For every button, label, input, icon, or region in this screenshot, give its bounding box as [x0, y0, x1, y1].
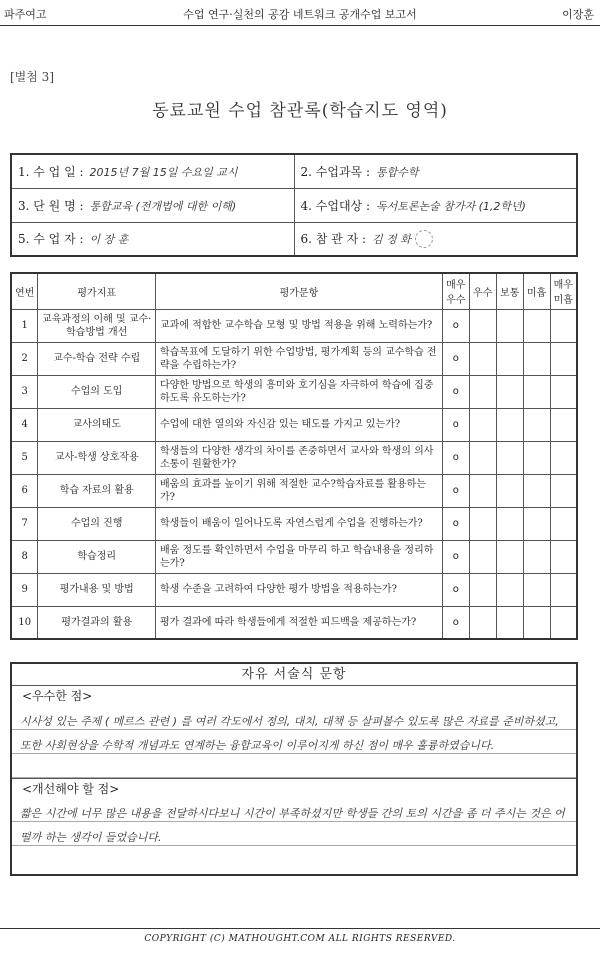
info-target: 4. 수업대상 : 독서토론논술 참가자 (1,2학년) [294, 188, 577, 222]
rating-cell [469, 441, 496, 474]
rating-cell [550, 507, 577, 540]
row-question: 배움 정도를 확인하면서 수업을 마무리 하고 학습내용을 정리하는가? [156, 540, 443, 573]
check-mark: o [442, 606, 469, 639]
info-observer: 6. 참 관 자 : 김 정 화 [294, 222, 577, 256]
handwritten-subject: 통합수학 [376, 165, 419, 179]
col-good: 우수 [469, 273, 496, 309]
rating-cell [523, 441, 550, 474]
rating-cell [550, 474, 577, 507]
row-number: 9 [11, 573, 38, 606]
row-indicator: 수업의 진행 [38, 507, 156, 540]
rating-cell [469, 606, 496, 639]
rating-cell [523, 573, 550, 606]
col-indicator: 평가지표 [38, 273, 156, 309]
row-question: 다양한 방법으로 학생의 흥미와 호기심을 자극하여 학습에 집중하도록 유도하는가? [156, 375, 443, 408]
col-excellent: 매우우수 [442, 273, 469, 309]
check-mark: o [442, 375, 469, 408]
header-school: 파주여고 [4, 8, 47, 21]
col-poor: 미흡 [523, 273, 550, 309]
handwritten-target: 독서토론논술 참가자 (1,2학년) [376, 199, 526, 213]
row-number: 2 [11, 342, 38, 375]
col-average: 보통 [496, 273, 523, 309]
rating-cell [550, 441, 577, 474]
rating-cell [469, 309, 496, 342]
rating-cell [550, 342, 577, 375]
page-header [0, 0, 600, 26]
check-mark: o [442, 309, 469, 342]
rating-cell [550, 606, 577, 639]
check-mark: o [442, 540, 469, 573]
row-indicator: 교육과정의 이해 및 교수·학습방법 개선 [38, 309, 156, 342]
check-mark: o [442, 573, 469, 606]
row-indicator: 평가내용 및 방법 [38, 573, 156, 606]
check-mark: o [442, 441, 469, 474]
rating-cell [496, 408, 523, 441]
check-mark: o [442, 408, 469, 441]
free-response-section [10, 662, 578, 876]
row-indicator: 교수-학습 전략 수립 [38, 342, 156, 375]
table-row [11, 573, 577, 606]
row-question: 학생들이 배움이 일어나도록 자연스럽게 수업을 진행하는가? [156, 507, 443, 540]
row-number: 4 [11, 408, 38, 441]
rating-cell [550, 375, 577, 408]
row-indicator: 평가결과의 활용 [38, 606, 156, 639]
handwritten-observer: 김 정 화 [372, 232, 411, 246]
row-indicator: 교사의태도 [38, 408, 156, 441]
rating-cell [550, 309, 577, 342]
evaluation-rows [11, 309, 577, 639]
check-mark: o [442, 342, 469, 375]
check-mark: o [442, 507, 469, 540]
rating-cell [496, 309, 523, 342]
rating-cell [496, 573, 523, 606]
row-number: 6 [11, 474, 38, 507]
col-question: 평가문항 [156, 273, 443, 309]
row-question: 학생 수준을 고려하여 다양한 평가 방법을 적용하는가? [156, 573, 443, 606]
handwritten-date: 2015년 7월 15일 수요일 교시 [89, 165, 238, 179]
info-date: 1. 수 업 일 : 2015년 7월 15일 수요일 교시 [11, 154, 294, 188]
table-row [11, 309, 577, 342]
rating-cell [496, 540, 523, 573]
rating-cell [469, 507, 496, 540]
row-indicator: 학습 자료의 활용 [38, 474, 156, 507]
row-number: 3 [11, 375, 38, 408]
table-row [11, 540, 577, 573]
rating-cell [523, 342, 550, 375]
info-teacher: 5. 수 업 자 : 이 장 훈 [11, 222, 294, 256]
rating-cell [496, 375, 523, 408]
row-number: 8 [11, 540, 38, 573]
rating-cell [523, 408, 550, 441]
seal-stamp-icon [415, 230, 433, 248]
table-row [11, 606, 577, 639]
free-response-heading: 자유 서술식 문항 [12, 664, 576, 686]
row-number: 7 [11, 507, 38, 540]
strengths-label: <우수한 점> [22, 689, 93, 703]
rating-cell [550, 573, 577, 606]
rating-cell [523, 375, 550, 408]
handwritten-unit: 통합교육 (전개법에 대한 이해) [89, 199, 237, 213]
header-title: 수업 연구·실천의 공감 네트워크 공개수업 보고서 [183, 8, 417, 21]
handwritten-teacher: 이 장 훈 [89, 233, 129, 247]
improvements-text: 짧은 시간에 너무 많은 내용을 전달하시다보니 시간이 부족하셨지만 학생들 간의 토의 시간을 좀 더 주시는 것은 어떨까 하는 생각이 들었습니다. [12, 798, 576, 850]
copyright-footer: COPYRIGHT (C) MATHOUGHT.COM ALL RIGHTS RESERVED. [0, 928, 600, 944]
check-mark: o [442, 474, 469, 507]
row-question: 평가 결과에 따라 학생들에게 적절한 피드백을 제공하는가? [156, 606, 443, 639]
rating-cell [523, 540, 550, 573]
table-row [11, 507, 577, 540]
table-row [11, 408, 577, 441]
rating-cell [550, 540, 577, 573]
row-question: 수업에 대한 열의와 자신감 있는 태도를 가지고 있는가? [156, 408, 443, 441]
rating-cell [469, 573, 496, 606]
table-row [11, 441, 577, 474]
info-unit: 3. 단 원 명 : 통합교육 (전개법에 대한 이해) [11, 188, 294, 222]
strengths-text: 시사성 있는 주제 ( 메르스 관련 ) 를 여러 각도에서 정의, 대치, 대책 등 살펴볼수 있도록 많은 자료를 준비하셨고, 또한 사회현상을 수학적 개념과도 연계하는 융합교육이 이루어지게 하신 점이 매우 훌륭하였습니다. [12, 706, 576, 778]
table-row [11, 474, 577, 507]
row-question: 배움의 효과를 높이기 위해 적절한 교수?학습자료를 활용하는가? [156, 474, 443, 507]
header-author: 이장훈 [562, 8, 594, 21]
table-row [11, 375, 577, 408]
rating-cell [469, 375, 496, 408]
row-indicator: 교사-학생 상호작용 [38, 441, 156, 474]
rating-cell [496, 474, 523, 507]
row-indicator: 수업의 도입 [38, 375, 156, 408]
improvements-label: <개선해야 할 점> [12, 778, 576, 798]
row-number: 1 [11, 309, 38, 342]
rating-cell [523, 474, 550, 507]
rating-cell [496, 441, 523, 474]
class-info-table [10, 153, 578, 257]
col-no: 연번 [11, 273, 38, 309]
rating-cell [523, 507, 550, 540]
document-title: 동료교원 수업 참관록(학습지도 영역) [152, 101, 448, 121]
rating-cell [469, 342, 496, 375]
row-number: 10 [11, 606, 38, 639]
row-question: 학습목표에 도달하기 위한 수업방법, 평가계획 등의 교수학습 전략을 수립하는가? [156, 342, 443, 375]
rating-cell [496, 342, 523, 375]
annex-label: [별첨 3] [10, 70, 54, 84]
row-question: 학생들의 다양한 생각의 차이를 존중하면서 교사와 학생의 의사소통이 원활한가? [156, 441, 443, 474]
col-very-poor: 매우미흡 [550, 273, 577, 309]
rating-cell [550, 408, 577, 441]
evaluation-table [10, 272, 578, 640]
rating-cell [469, 408, 496, 441]
row-number: 5 [11, 441, 38, 474]
info-subject: 2. 수업과목 : 통합수학 [294, 154, 577, 188]
rating-cell [523, 309, 550, 342]
rating-cell [523, 606, 550, 639]
rating-cell [496, 606, 523, 639]
row-question: 교과에 적합한 교수학습 모형 및 방법 적용을 위해 노력하는가? [156, 309, 443, 342]
rating-cell [469, 474, 496, 507]
rating-cell [469, 540, 496, 573]
table-row [11, 342, 577, 375]
rating-cell [496, 507, 523, 540]
row-indicator: 학습정리 [38, 540, 156, 573]
